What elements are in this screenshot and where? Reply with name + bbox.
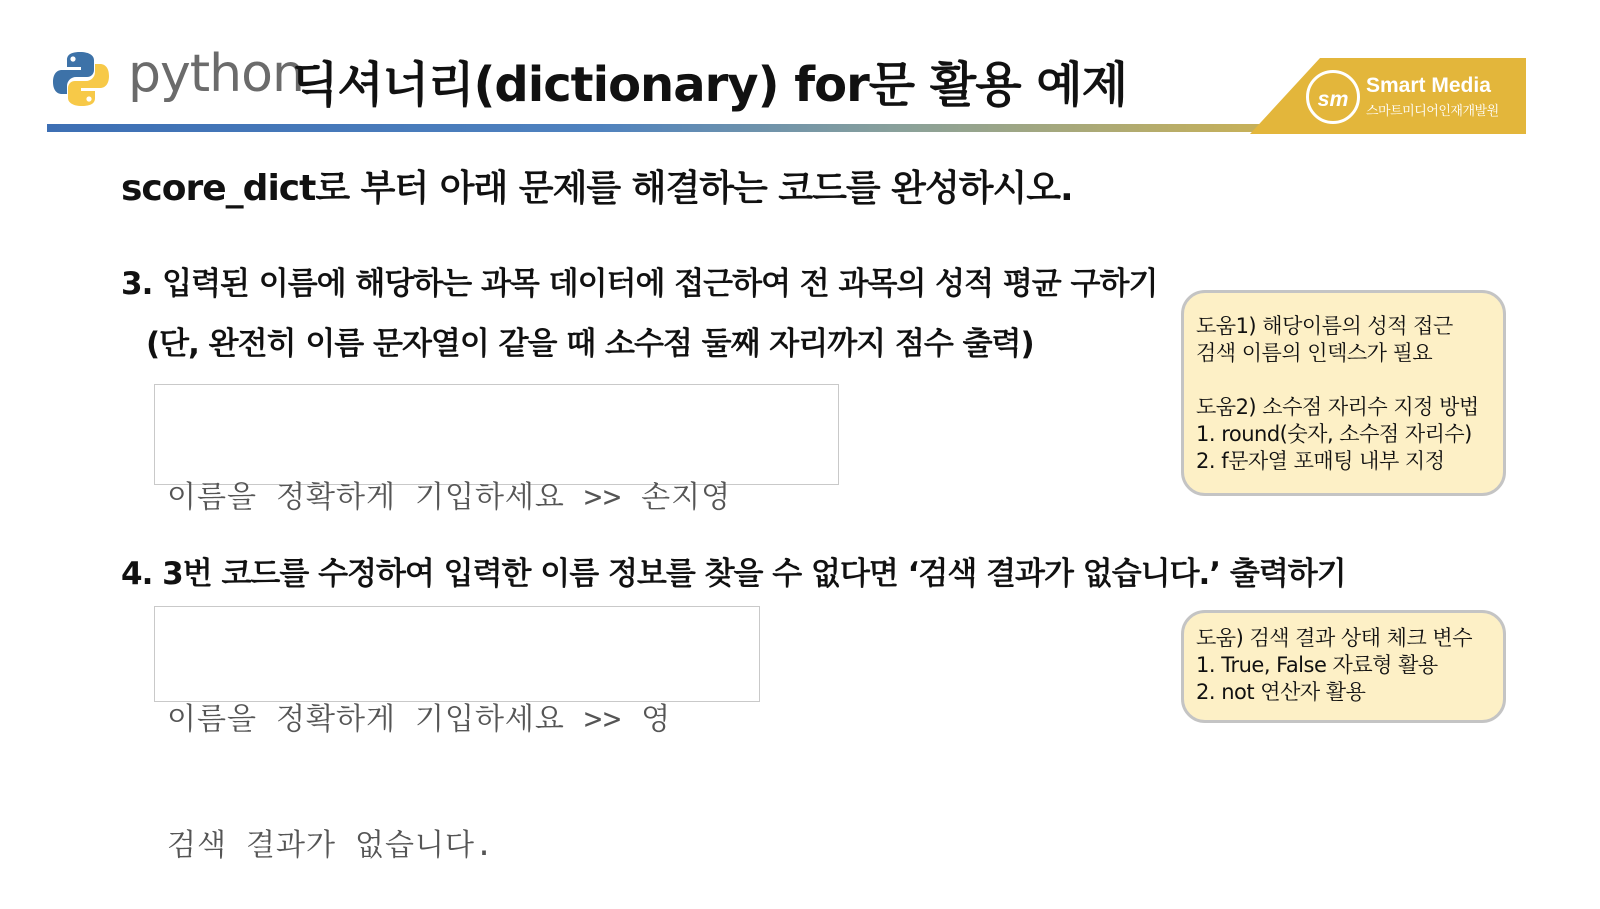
python-wordmark: python bbox=[128, 44, 304, 104]
hint-line: 도움) 검색 결과 상태 체크 변수 bbox=[1196, 626, 1473, 650]
smart-media-logo-icon bbox=[1306, 70, 1360, 124]
question-3-text: 3. 입력된 이름에 해당하는 과목 데이터에 접근하여 전 과목의 성적 평균 구하기 bbox=[121, 266, 1158, 302]
hint-line: 도움2) 소수점 자리수 지정 방법 bbox=[1196, 395, 1479, 419]
question-4-text: 4. 3번 코드를 수정하여 입력한 이름 정보를 찾을 수 없다면 ‘검색 결과가 없습니다.’ 출력하기 bbox=[121, 556, 1346, 592]
console-line: 검색 결과가 없습니다. bbox=[167, 828, 495, 863]
console-line: 이름을 정확하게 기입하세요 >> 영 bbox=[167, 702, 672, 737]
console-line: 이름을 정확하게 기입하세요 >> 손지영 bbox=[167, 480, 732, 515]
hint-line: 검색 이름의 인덱스가 필요 bbox=[1196, 341, 1433, 365]
instruction-heading: score_dict로 부터 아래 문제를 해결하는 코드를 완성하시오. bbox=[121, 168, 1073, 209]
hint-line: 2. not 연산자 활용 bbox=[1196, 680, 1366, 704]
question-4-output-example bbox=[154, 606, 760, 863]
hint-line: 1. True, False 자료형 활용 bbox=[1196, 653, 1438, 677]
slide-header bbox=[0, 0, 1600, 140]
brand-subtitle: 스마트미디어인재개발원 bbox=[1366, 104, 1499, 119]
hint-line: 도움1) 해당이름의 성적 접근 bbox=[1196, 314, 1453, 338]
brand-name: Smart Media bbox=[1366, 74, 1491, 97]
header-divider bbox=[47, 124, 1270, 132]
question-3-note: (단, 완전히 이름 문자열이 같을 때 소수점 둘째 자리까지 점수 출력) bbox=[146, 326, 1034, 362]
slide-title: 딕셔너리(dictionary) for문 활용 예제 bbox=[292, 57, 1128, 113]
hint-spacer bbox=[1196, 367, 1491, 394]
hint-line: 1. round(숫자, 소수점 자리수) bbox=[1196, 422, 1472, 446]
python-logo-icon bbox=[52, 50, 110, 108]
question-3-hint-box bbox=[1181, 290, 1506, 496]
hint-line: 2. f문자열 포매팅 내부 지정 bbox=[1196, 449, 1445, 473]
question-4-hint-box bbox=[1181, 610, 1506, 723]
question-3-output-example bbox=[154, 384, 839, 515]
svg-text:sm: sm bbox=[1317, 86, 1349, 111]
